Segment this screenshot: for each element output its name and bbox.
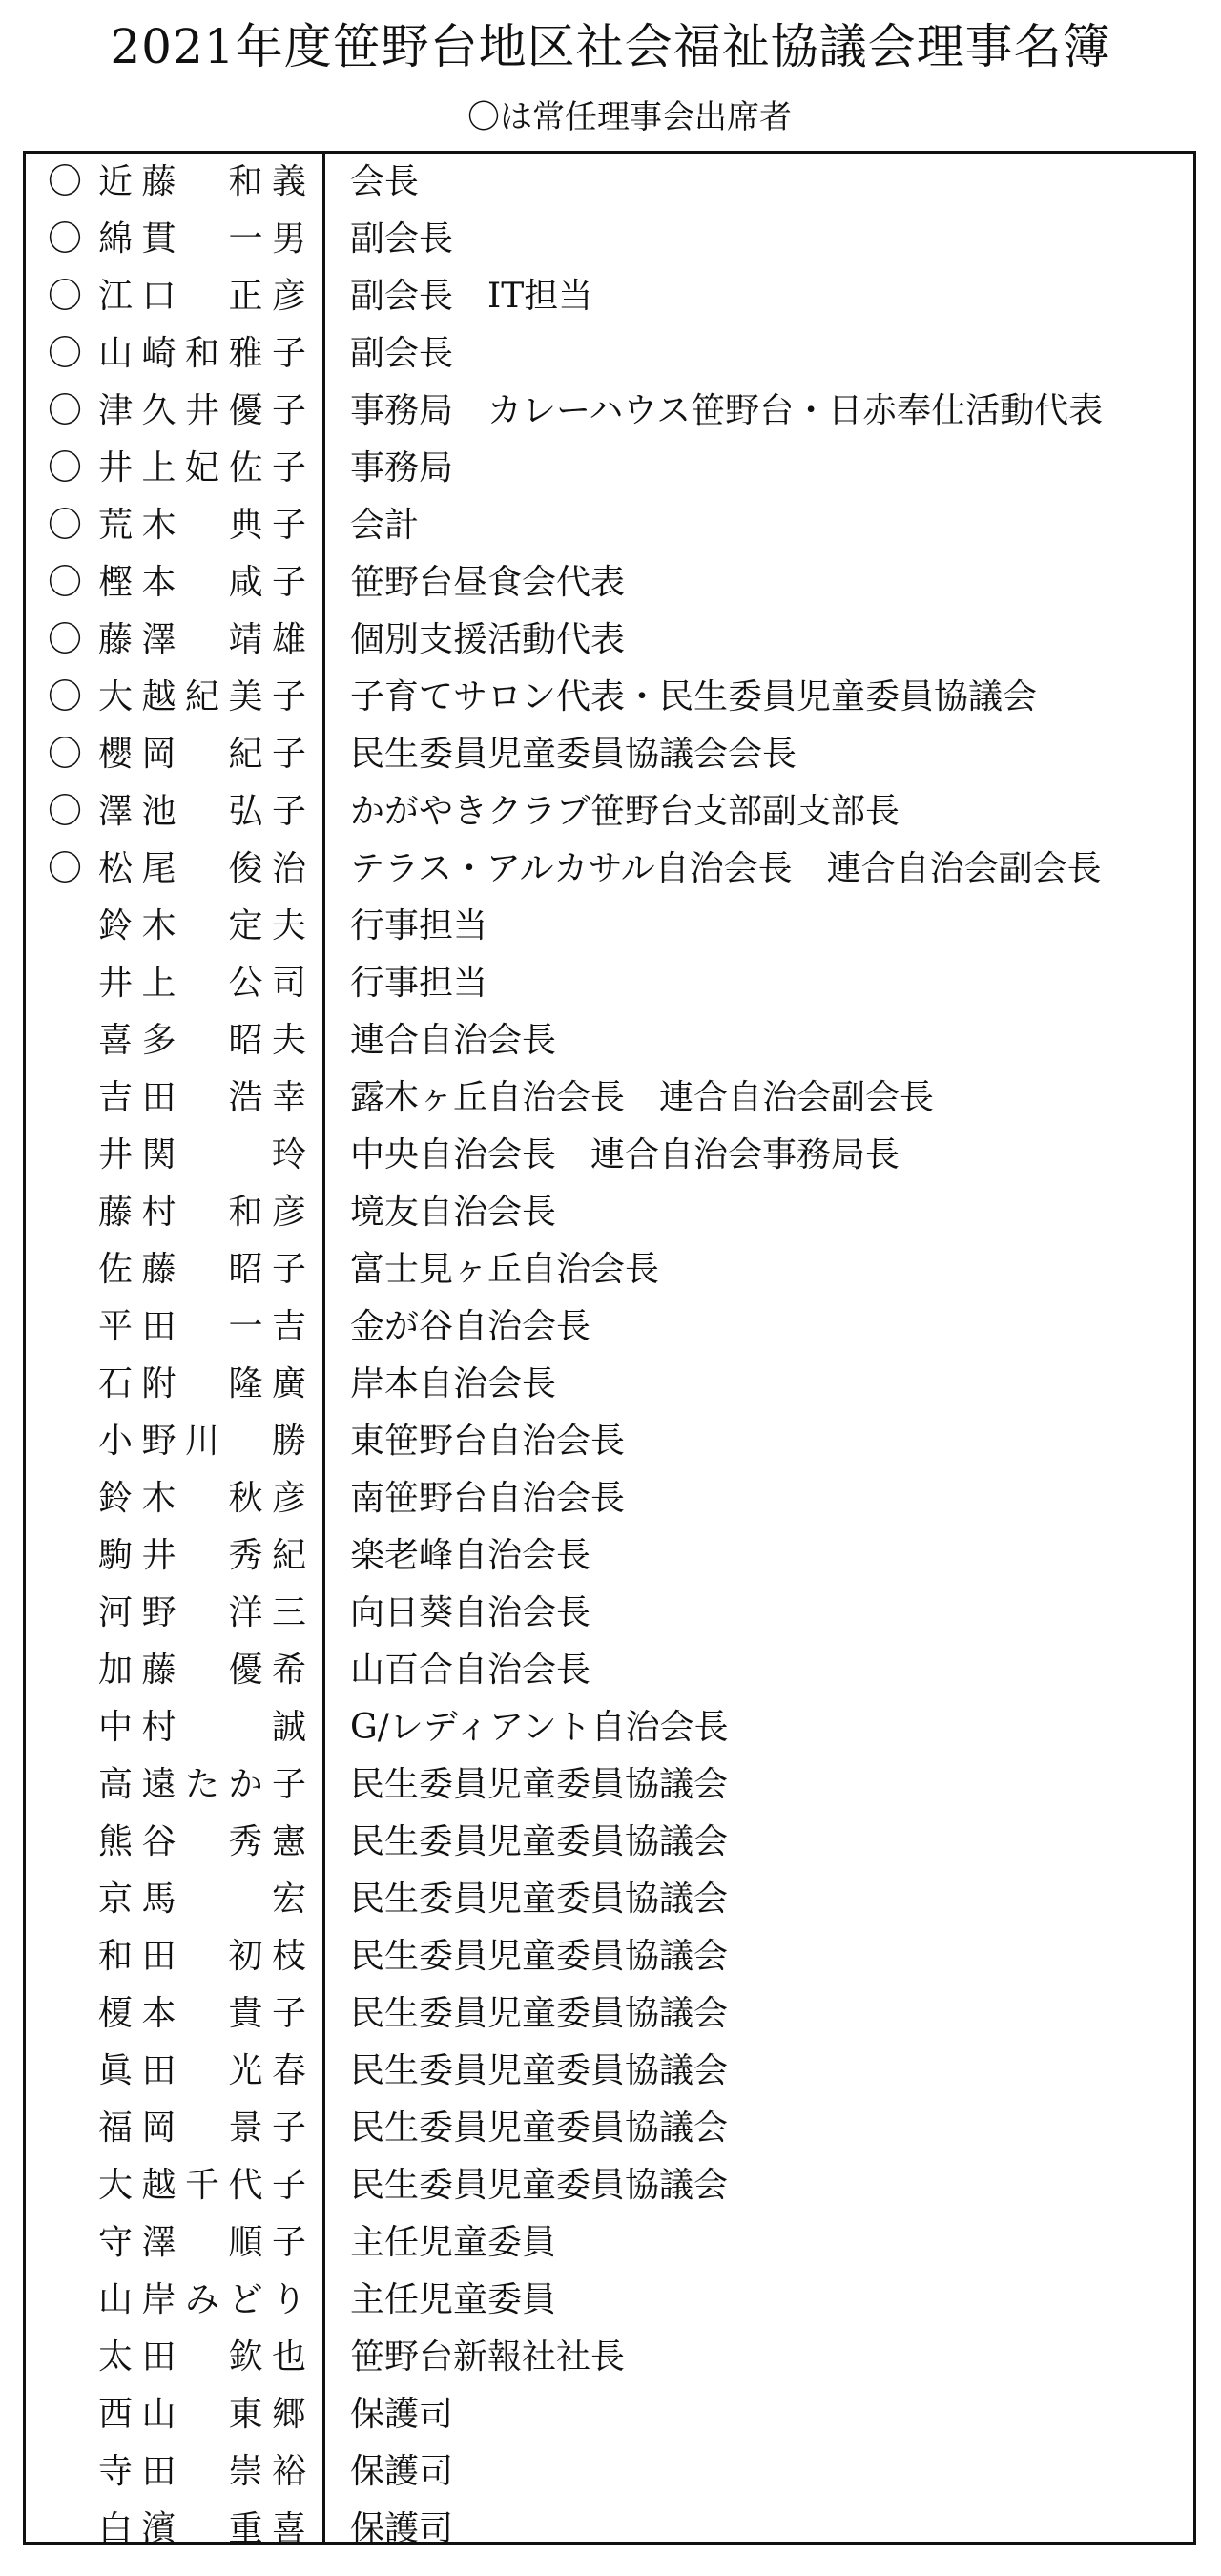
attendance-mark: [45, 2272, 85, 2329]
member-name: 江口 正彦: [98, 277, 306, 316]
attendance-mark: [45, 1012, 85, 1070]
member-name: 山崎和雅子: [98, 334, 306, 373]
attendance-mark: [45, 2443, 85, 2501]
member-name: 津久井優子: [98, 391, 306, 430]
page-subtitle: 〇は常任理事会出席者: [467, 98, 792, 136]
attendance-mark: [45, 1413, 85, 1470]
member-name: 佐藤 昭子: [98, 1250, 306, 1289]
member-role: 民生委員児童委員協議会: [350, 2051, 729, 2090]
member-role: 向日葵自治会長: [350, 1593, 591, 1632]
member-name: 井上妃佐子: [98, 448, 306, 488]
member-role: 金が谷自治会長: [350, 1307, 591, 1346]
attendance-mark: [45, 2100, 85, 2157]
member-role: 主任児童委員: [350, 2223, 557, 2262]
member-rows: [26, 154, 1193, 2558]
member-name: 吉田 浩幸: [98, 1078, 306, 1117]
member-name: 松尾 俊治: [98, 849, 306, 888]
table-row: [26, 1298, 1193, 1356]
table-row: [26, 211, 1193, 268]
member-name: 守澤 順子: [98, 2223, 306, 2262]
attendance-mark: [45, 1642, 85, 1699]
member-name: 太田 欽也: [98, 2337, 306, 2377]
member-role: 事務局 カレーハウス笹野台・日赤奉仕活動代表: [350, 391, 1104, 430]
member-name: 高遠たか子: [98, 1765, 306, 1804]
member-role: 副会長: [350, 334, 454, 373]
member-role: 民生委員児童委員協議会: [350, 1937, 729, 1976]
member-name: 澤池 弘子: [98, 792, 306, 831]
member-name: 藤澤 靖雄: [98, 620, 306, 659]
table-row: [26, 1985, 1193, 2043]
member-role: かがやきクラブ笹野台支部副支部長: [350, 792, 900, 831]
attendance-mark: [45, 1184, 85, 1241]
member-role: 副会長 IT担当: [350, 277, 593, 316]
member-name: 藤村 和彦: [98, 1193, 306, 1232]
table-row: [26, 1699, 1193, 1756]
member-role: 笹野台昼食会代表: [350, 563, 626, 602]
attendance-mark: [45, 1814, 85, 1871]
member-role: 中央自治会長 連合自治会事務局長: [350, 1135, 900, 1174]
table-row: [26, 612, 1193, 669]
member-role: 事務局: [350, 448, 454, 488]
member-name: 石附 隆廣: [98, 1364, 306, 1403]
table-row: [26, 1413, 1193, 1470]
table-row: [26, 1184, 1193, 1241]
member-name: 榎本 貴子: [98, 1994, 306, 2033]
table-row: [26, 898, 1193, 955]
member-name: 中村 誠: [98, 1708, 306, 1747]
member-role: 副会長: [350, 219, 454, 259]
member-role: 民生委員児童委員協議会: [350, 1880, 729, 1919]
attendance-mark: [45, 1871, 85, 1928]
table-row: [26, 497, 1193, 554]
member-role: 子育てサロン代表・民生委員児童委員協議会: [350, 677, 1038, 717]
member-role: 岸本自治会長: [350, 1364, 557, 1403]
attendance-mark: [45, 2501, 85, 2558]
attendance-mark: 〇: [47, 849, 82, 888]
member-role: テラス・アルカサル自治会長 連合自治会副会長: [350, 849, 1102, 888]
member-role: 民生委員児童委員協議会: [350, 2109, 729, 2148]
attendance-mark: 〇: [47, 735, 82, 774]
attendance-mark: 〇: [47, 277, 82, 316]
attendance-mark: [45, 1985, 85, 2043]
table-row: [26, 1871, 1193, 1928]
member-role: 民生委員児童委員協議会: [350, 1994, 729, 2033]
member-name: 寺田 崇裕: [98, 2452, 306, 2491]
attendance-mark: 〇: [47, 334, 82, 373]
member-role: 民生委員児童委員協議会: [350, 1822, 729, 1861]
member-name: 熊谷 秀憲: [98, 1822, 306, 1861]
member-role: 行事担当: [350, 906, 488, 945]
attendance-mark: 〇: [47, 448, 82, 488]
table-row: [26, 1928, 1193, 1985]
attendance-mark: [45, 1070, 85, 1127]
member-role: 保護司: [350, 2452, 454, 2491]
member-role: 主任児童委員: [350, 2280, 557, 2319]
attendance-mark: [45, 898, 85, 955]
member-role: 保護司: [350, 2395, 454, 2434]
member-name: 井関 玲: [98, 1135, 306, 1174]
table-row: [26, 268, 1193, 325]
member-name: 眞田 光春: [98, 2051, 306, 2090]
table-row: [26, 841, 1193, 898]
member-name: 京馬 宏: [98, 1880, 306, 1919]
member-name: 小野川 勝: [98, 1422, 306, 1461]
member-role: 会計: [350, 506, 420, 545]
attendance-mark: [45, 2043, 85, 2100]
member-name: 荒木 典子: [98, 506, 306, 545]
member-role: 会長: [350, 162, 420, 201]
member-name: 櫻岡 紀子: [98, 735, 306, 774]
member-name: 近藤 和義: [98, 162, 306, 201]
table-row: [26, 1470, 1193, 1527]
table-row: [26, 783, 1193, 841]
member-role: 東笹野台自治会長: [350, 1422, 626, 1461]
member-name: 大越千代子: [98, 2166, 306, 2205]
table-row: [26, 325, 1193, 383]
member-name: 白濱 重喜: [98, 2509, 306, 2548]
attendance-mark: [45, 1756, 85, 1814]
member-role: 境友自治会長: [350, 1193, 557, 1232]
attendance-mark: [45, 1699, 85, 1756]
table-row: [26, 2272, 1193, 2329]
attendance-mark: [45, 2386, 85, 2443]
table-row: [26, 2100, 1193, 2157]
attendance-mark: [45, 2214, 85, 2272]
member-name: 鈴木 定夫: [98, 906, 306, 945]
attendance-mark: 〇: [47, 162, 82, 201]
table-row: [26, 1527, 1193, 1585]
member-name: 和田 初枝: [98, 1937, 306, 1976]
member-name: 駒井 秀紀: [98, 1536, 306, 1575]
member-name: 西山 東郷: [98, 2395, 306, 2434]
table-row: [26, 2329, 1193, 2386]
table-row: [26, 2443, 1193, 2501]
attendance-mark: [45, 1527, 85, 1585]
attendance-mark: 〇: [47, 391, 82, 430]
table-row: [26, 1585, 1193, 1642]
attendance-mark: 〇: [47, 792, 82, 831]
attendance-mark: [45, 1241, 85, 1298]
table-row: [26, 955, 1193, 1012]
member-name: 樫本 咸子: [98, 563, 306, 602]
member-role: G/レディアント自治会長: [350, 1708, 729, 1747]
table-row: [26, 1012, 1193, 1070]
attendance-mark: [45, 1127, 85, 1184]
table-row: [26, 2214, 1193, 2272]
attendance-mark: [45, 2329, 85, 2386]
attendance-mark: [45, 1928, 85, 1985]
table-row: [26, 726, 1193, 783]
table-row: [26, 1356, 1193, 1413]
attendance-mark: 〇: [47, 563, 82, 602]
member-role: 民生委員児童委員協議会: [350, 2166, 729, 2205]
member-name: 井上 公司: [98, 964, 306, 1003]
member-name: 喜多 昭夫: [98, 1021, 306, 1060]
attendance-mark: [45, 1356, 85, 1413]
member-role: 民生委員児童委員協議会会長: [350, 735, 797, 774]
member-role: 山百合自治会長: [350, 1651, 591, 1690]
table-row: [26, 2386, 1193, 2443]
member-table: [23, 151, 1196, 2548]
member-name: 加藤 優希: [98, 1651, 306, 1690]
table-row: [26, 440, 1193, 497]
member-role: 連合自治会長: [350, 1021, 557, 1060]
table-row: [26, 2157, 1193, 2214]
table-row: [26, 2043, 1193, 2100]
table-row: [26, 154, 1193, 211]
member-name: 鈴木 秋彦: [98, 1479, 306, 1518]
member-role: 笹野台新報社社長: [350, 2337, 626, 2377]
member-role: 南笹野台自治会長: [350, 1479, 626, 1518]
table-row: [26, 383, 1193, 440]
table-row: [26, 1814, 1193, 1871]
member-name: 山岸みどり: [98, 2280, 306, 2319]
table-row: [26, 1756, 1193, 1814]
attendance-mark: [45, 2157, 85, 2214]
member-role: 保護司: [350, 2509, 454, 2548]
attendance-mark: 〇: [47, 677, 82, 717]
attendance-mark: 〇: [47, 506, 82, 545]
member-name: 平田 一吉: [98, 1307, 306, 1346]
member-role: 露木ヶ丘自治会長 連合自治会副会長: [350, 1078, 935, 1117]
page-title: 2021年度笹野台地区社会福祉協議会理事名簿: [110, 19, 1111, 74]
member-name: 綿貫 一男: [98, 219, 306, 259]
table-row: [26, 1642, 1193, 1699]
member-name: 大越紀美子: [98, 677, 306, 717]
attendance-mark: [45, 1585, 85, 1642]
table-row: [26, 554, 1193, 612]
table-row: [26, 1070, 1193, 1127]
attendance-mark: [45, 1470, 85, 1527]
member-role: 行事担当: [350, 964, 488, 1003]
member-name: 福岡 景子: [98, 2109, 306, 2148]
member-role: 富士見ヶ丘自治会長: [350, 1250, 660, 1289]
attendance-mark: 〇: [47, 219, 82, 259]
table-row: [26, 2501, 1193, 2558]
attendance-mark: [45, 955, 85, 1012]
table-row: [26, 669, 1193, 726]
member-role: 民生委員児童委員協議会: [350, 1765, 729, 1804]
attendance-mark: [45, 1298, 85, 1356]
table-row: [26, 1241, 1193, 1298]
member-role: 楽老峰自治会長: [350, 1536, 591, 1575]
attendance-mark: 〇: [47, 620, 82, 659]
table-row: [26, 1127, 1193, 1184]
member-role: 個別支援活動代表: [350, 620, 626, 659]
member-name: 河野 洋三: [98, 1593, 306, 1632]
